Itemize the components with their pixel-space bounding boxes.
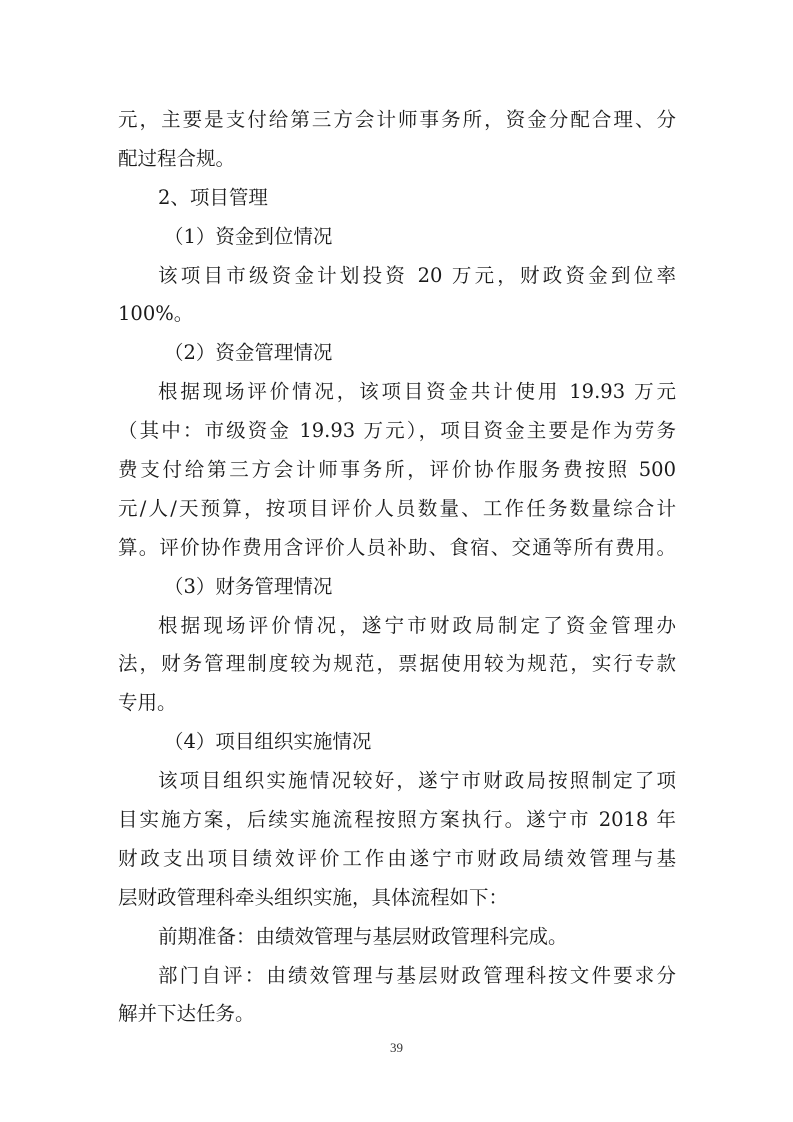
text-line: 部门自评：由绩效管理与基层财政管理科按文件要求分 [158, 963, 676, 987]
subsection-heading: （2）资金管理情况 [164, 341, 333, 365]
text-line: 专用。 [118, 691, 177, 715]
text-line: 财政支出项目绩效评价工作由遂宁市财政局绩效管理与基 [118, 846, 676, 870]
text-line: 目实施方案，后续实施流程按照方案执行。遂宁市 2018 年 [118, 808, 676, 832]
text-line: 根据现场评价情况，遂宁市财政局制定了资金管理办 [158, 613, 676, 637]
text-line: 解并下达任务。 [118, 1002, 255, 1026]
text-line: 层财政管理科牵头组织实施，具体流程如下： [118, 885, 509, 909]
text-line: 算。评价协作费用含评价人员补助、食宿、交通等所有费用。 [118, 535, 676, 559]
text-line: 前期准备：由绩效管理与基层财政管理科完成。 [158, 924, 568, 948]
section-heading: 2、项目管理 [158, 185, 268, 209]
body-text [118, 101, 676, 1034]
text-line: 100%。 [118, 302, 194, 326]
text-line: 费支付给第三方会计师事务所，评价协作服务费按照 500 [118, 458, 676, 482]
text-line: 法，财务管理制度较为规范，票据使用较为规范，实行专款 [118, 652, 676, 676]
text-line: 元，主要是支付给第三方会计师事务所，资金分配合理、分 [118, 108, 676, 131]
text-line: （其中：市级资金 19.93 万元），项目资金主要是作为劳务 [118, 419, 676, 443]
text-line: 配过程合规。 [118, 146, 236, 170]
page-number: 39 [390, 1040, 403, 1055]
text-line: 根据现场评价情况，该项目资金共计使用 19.93 万元 [158, 380, 676, 404]
subsection-heading: （4）项目组织实施情况 [164, 730, 372, 754]
subsection-heading: （3）财务管理情况 [164, 574, 333, 598]
text-line: 该项目市级资金计划投资 20 万元，财政资金到位率 [158, 263, 676, 287]
text-line: 该项目组织实施情况较好，遂宁市财政局按照制定了项 [158, 769, 676, 793]
text-line: 元/人/天预算，按项目评价人员数量、工作任务数量综合计 [118, 496, 676, 520]
subsection-heading: （1）资金到位情况 [164, 224, 333, 248]
